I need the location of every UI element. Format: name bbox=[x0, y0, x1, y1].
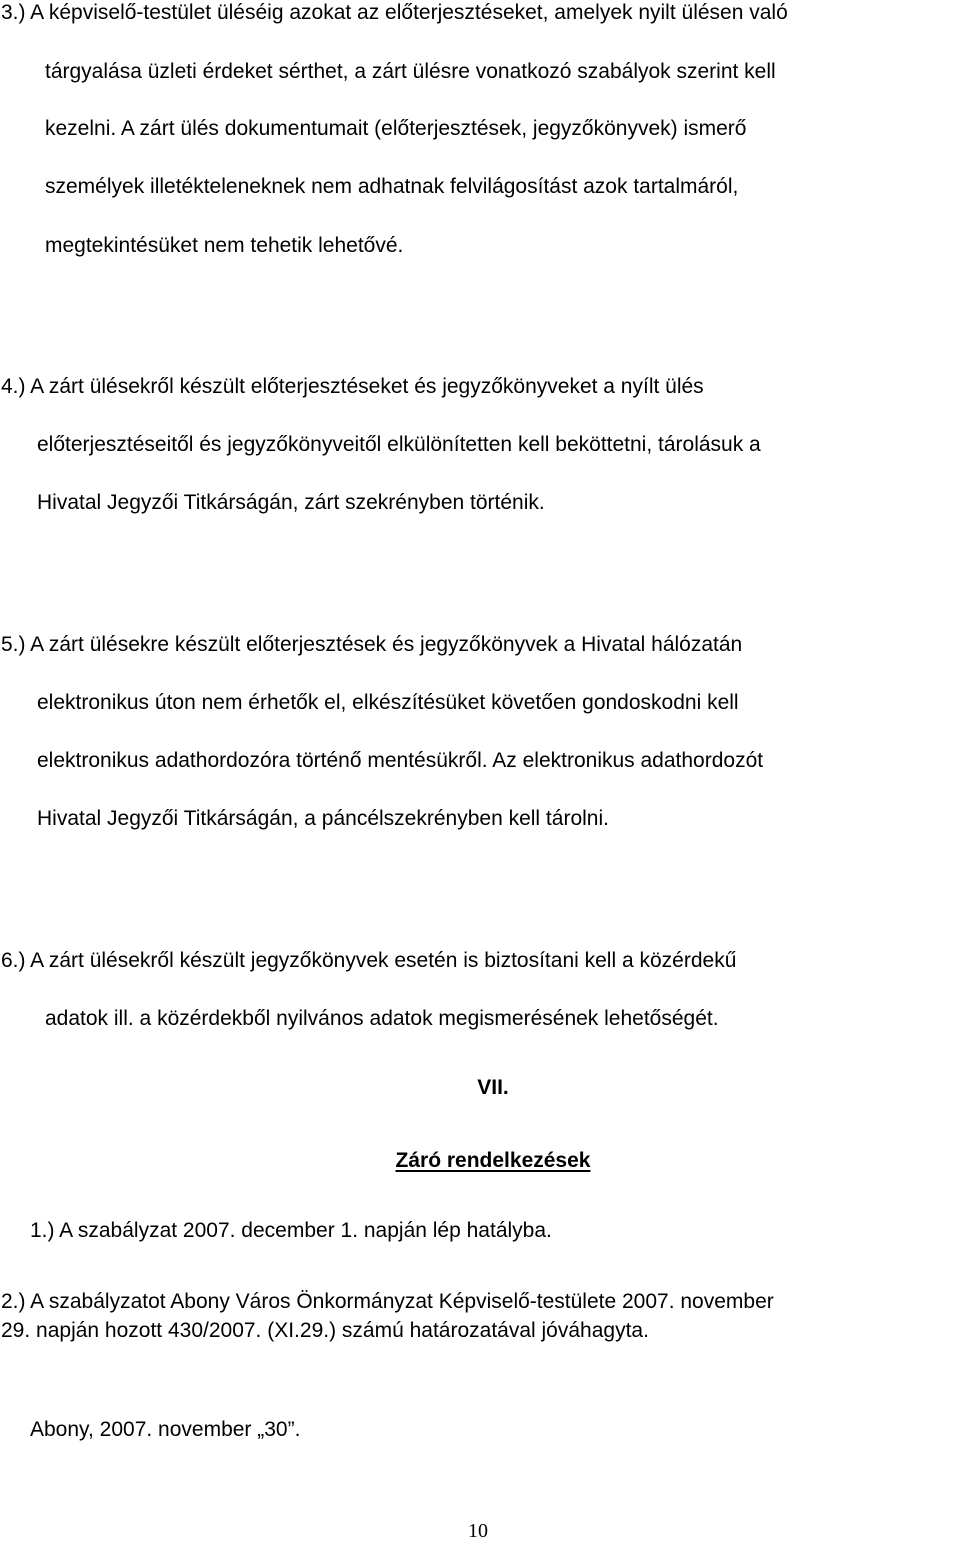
paragraph-5-line-4: Hivatal Jegyzői Titkárságán, a páncélszekrényben kell tárolni. bbox=[37, 807, 609, 830]
place-and-date: Abony, 2007. november „30”. bbox=[30, 1418, 301, 1441]
paragraph-4-line-2: előterjesztéseitől és jegyzőkönyveitől elkülönítetten kell beköttetni, tárolásuk a bbox=[37, 433, 761, 456]
paragraph-3-line-5: megtekintésüket nem tehetik lehetővé. bbox=[45, 234, 404, 257]
page-number: 10 bbox=[468, 1520, 488, 1542]
closing-item-2-line-1: 2.) A szabályzatot Abony Város Önkormányzat Képviselő-testülete 2007. november bbox=[1, 1290, 774, 1313]
closing-item-1: 1.) A szabályzat 2007. december 1. napján lép hatályba. bbox=[30, 1219, 552, 1242]
paragraph-5-line-3: elektronikus adathordozóra történő mentésükről. Az elektronikus adathordozót bbox=[37, 749, 764, 772]
closing-item-2-line-2: 29. napján hozott 430/2007. (XI.29.) számú határozatával jóváhagyta. bbox=[1, 1319, 649, 1342]
paragraph-6-line-2: adatok ill. a közérdekből nyilvános adatok megismerésének lehetőségét. bbox=[45, 1007, 719, 1030]
paragraph-3-line-2: tárgyalása üzleti érdeket sérthet, a zárt ülésre vonatkozó szabályok szerint kell bbox=[45, 60, 776, 83]
paragraph-3-line-3: kezelni. A zárt ülés dokumentumait (előterjesztések, jegyzőkönyvek) ismerő bbox=[45, 117, 747, 140]
paragraph-4-line-3: Hivatal Jegyzői Titkárságán, zárt szekrényben történik. bbox=[37, 491, 545, 514]
paragraph-6-line-1: 6.) A zárt ülésekről készült jegyzőkönyvek esetén is biztosítani kell a közérdekű bbox=[1, 949, 737, 972]
section-number: VII. bbox=[477, 1076, 509, 1099]
paragraph-5-line-2: elektronikus úton nem érhetők el, elkészítésüket követően gondoskodni kell bbox=[37, 691, 739, 714]
paragraph-4-line-1: 4.) A zárt ülésekről készült előterjesztéseket és jegyzőkönyveket a nyílt ülés bbox=[1, 375, 704, 398]
paragraph-3-line-4: személyek illetékteleneknek nem adhatnak felvilágosítást azok tartalmáról, bbox=[45, 175, 739, 198]
section-title: Záró rendelkezések bbox=[395, 1149, 591, 1172]
paragraph-3-line-1: 3.) A képviselő-testület üléséig azokat az előterjesztéseket, amelyek nyilt ülésen való bbox=[1, 1, 788, 24]
section-title-row bbox=[0, 1150, 960, 1171]
paragraph-5-line-1: 5.) A zárt ülésekre készült előterjesztések és jegyzőkönyvek a Hivatal hálózatán bbox=[1, 633, 743, 656]
